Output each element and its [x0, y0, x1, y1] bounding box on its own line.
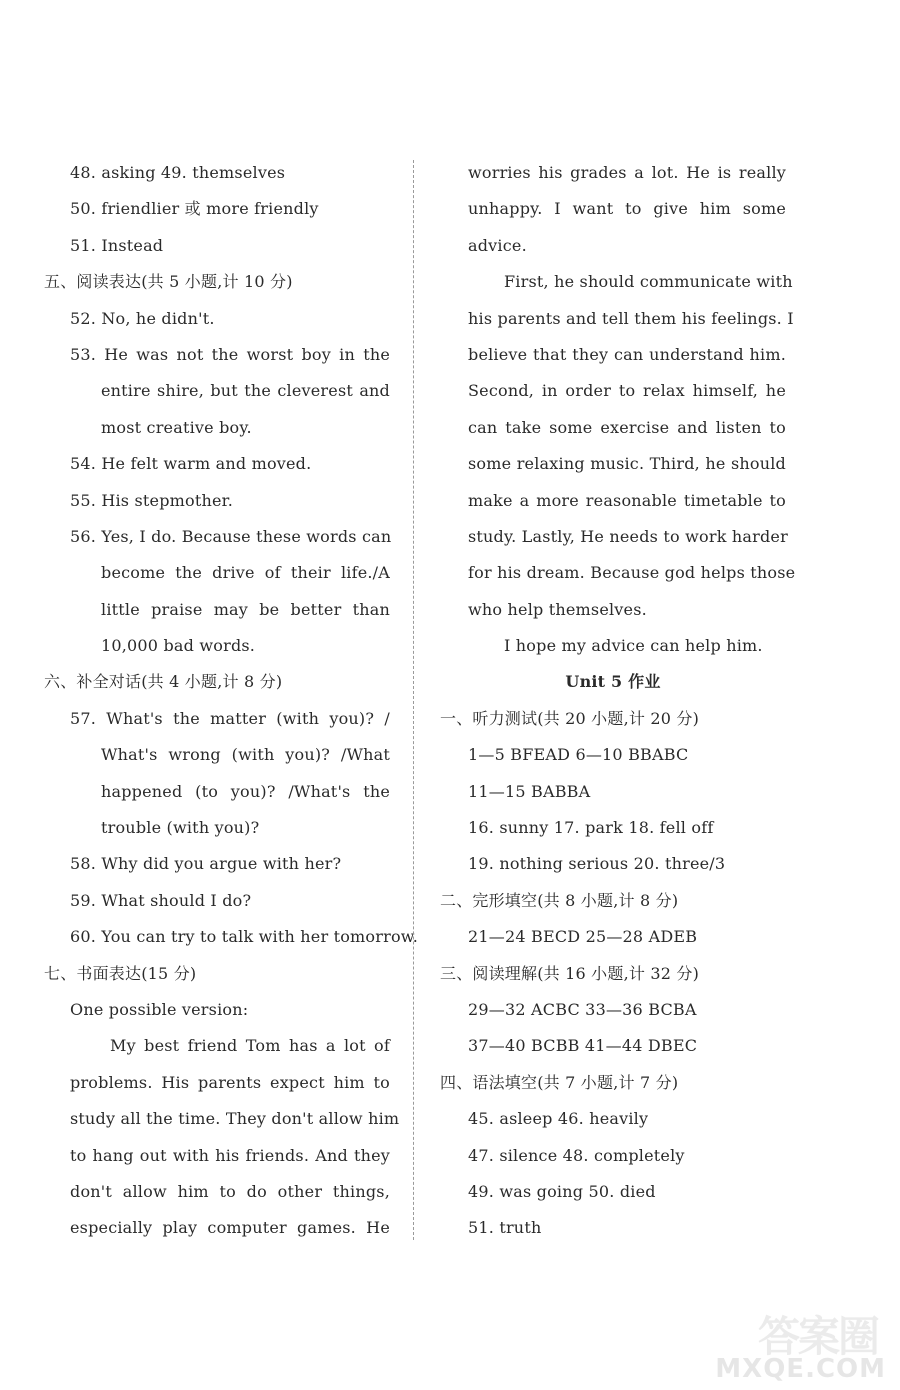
answer-line: 29—32 ACBC 33—36 BCBA [468, 999, 697, 1019]
answer-line: My best friend Tom has a lot of [110, 1036, 390, 1056]
answer-line: advice. [468, 235, 527, 255]
answer-line: study all the time. They don't allow him [70, 1109, 400, 1129]
answer-line: 53. He was not the worst boy in the [70, 344, 390, 364]
answer-line: 54. He felt warm and moved. [70, 454, 312, 474]
answer-line: his parents and tell them his feelings. I [468, 308, 794, 328]
watermark-logo-text: 答案圈 [757, 1312, 878, 1361]
right-column [440, 155, 796, 1247]
section-heading: 四、语法填空(共 7 小题,计 7 分) [440, 1072, 679, 1092]
answer-line: some relaxing music. Third, he should [468, 454, 786, 474]
section-heading: 七、书面表达(15 分) [44, 963, 197, 983]
watermark-site-text: MXQE.COM [715, 1354, 886, 1384]
answer-line: What's wrong (with you)? /What [101, 745, 390, 765]
answer-line: First, he should communicate with [504, 272, 793, 292]
section-heading: 三、阅读理解(共 16 小题,计 32 分) [440, 963, 700, 983]
answer-line: 55. His stepmother. [70, 490, 234, 510]
answer-line: 45. asleep 46. heavily [468, 1109, 649, 1129]
answer-line: 37—40 BCBB 41—44 DBEC [468, 1036, 698, 1056]
answer-line: don't allow him to do other things, [70, 1181, 390, 1201]
section-heading: 五、阅读表达(共 5 小题,计 10 分) [44, 272, 293, 292]
answer-line: 21—24 BECD 25—28 ADEB [468, 927, 698, 947]
answer-line: 11—15 BABBA [468, 781, 591, 801]
answer-line: One possible version: [70, 999, 249, 1019]
answer-line: 48. asking 49. themselves [70, 163, 286, 182]
answer-line: 60. You can try to talk with her tomorrow. [70, 927, 419, 947]
answer-line: happened (to you)? /What's the [101, 781, 390, 801]
answer-line: especially play computer games. He [70, 1218, 390, 1238]
answer-line: 47. silence 48. completely [468, 1145, 685, 1165]
answer-line: who help themselves. [468, 599, 647, 619]
column-divider [413, 160, 414, 1240]
answer-line: become the drive of their life./A [101, 563, 390, 583]
answer-line: most creative boy. [101, 417, 252, 437]
answer-line: I hope my advice can help him. [504, 636, 763, 656]
answer-line: little praise may be better than [101, 599, 390, 619]
answer-line: 51. Instead [70, 235, 164, 255]
answer-line: to hang out with his friends. And they [70, 1145, 390, 1165]
answer-line: 16. sunny 17. park 18. fell off [468, 818, 714, 838]
answer-line: Second, in order to relax himself, he [468, 381, 786, 401]
answer-line: believe that they can understand him. [468, 344, 786, 364]
answer-line: 10,000 bad words. [101, 636, 256, 656]
answer-line: entire shire, but the cleverest and [101, 381, 390, 401]
section-heading: 六、补全对话(共 4 小题,计 8 分) [44, 672, 283, 692]
answer-line: 59. What should I do? [70, 890, 252, 910]
answer-line: 56. Yes, I do. Because these words can [70, 526, 392, 546]
unit-title: Unit 5 作业 [565, 672, 661, 692]
answer-line: 51. truth [468, 1218, 542, 1238]
answer-line: 49. was going 50. died [468, 1181, 656, 1201]
answer-line: study. Lastly, He needs to work harder [468, 526, 788, 546]
answer-line: can take some exercise and listen to [468, 417, 786, 437]
answer-line: problems. His parents expect him to [70, 1072, 390, 1092]
watermark-logo [716, 1304, 886, 1384]
answer-line: 57. What's the matter (with you)? / [70, 708, 390, 728]
answer-line: unhappy. I want to give him some [468, 199, 786, 219]
answer-line: 58. Why did you argue with her? [70, 854, 342, 874]
answer-line: 50. friendlier 或 more friendly [70, 199, 319, 219]
answer-line: make a more reasonable timetable to [468, 490, 786, 510]
answer-line: 19. nothing serious 20. three/3 [468, 854, 726, 874]
answer-line: 52. No, he didn't. [70, 308, 215, 328]
answer-line: worries his grades a lot. He is really [468, 163, 786, 182]
answer-line: for his dream. Because god helps those [468, 563, 796, 583]
answer-line: trouble (with you)? [101, 818, 260, 838]
answer-line: 1—5 BFEAD 6—10 BBABC [468, 745, 689, 765]
section-heading: 二、完形填空(共 8 小题,计 8 分) [440, 890, 679, 910]
section-heading: 一、听力测试(共 20 小题,计 20 分) [440, 708, 700, 728]
left-column [44, 155, 419, 1247]
